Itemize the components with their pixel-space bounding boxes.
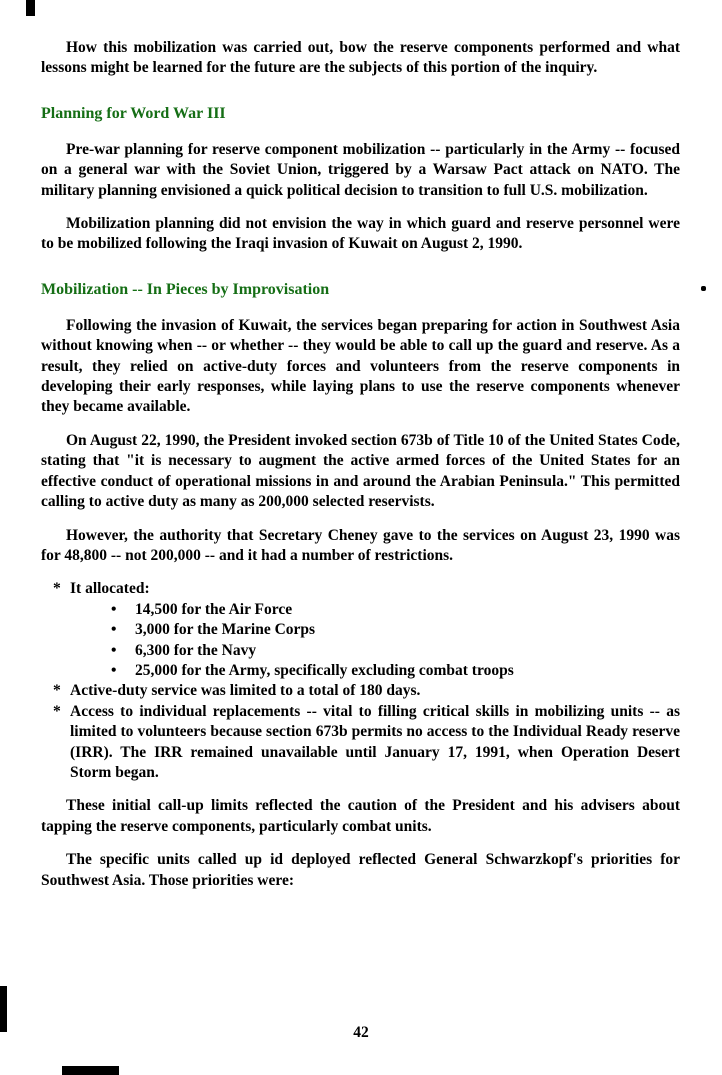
asterisk-bullet: * (53, 682, 61, 700)
dot-bullet: • (111, 621, 117, 639)
sub-list-item-text: 6,300 for the Navy (135, 641, 257, 659)
list-item-active-duty-limit (41, 681, 680, 701)
scan-artifact-bottom (62, 1066, 119, 1075)
sub-list-item-text: 25,000 for the Army, specifically excluding combat troops (135, 661, 514, 679)
sub-list-item-text: 3,000 for the Marine Corps (135, 621, 316, 639)
page-content (41, 38, 680, 904)
page-number: 42 (353, 1024, 369, 1041)
asterisk-bullet: * (53, 580, 61, 598)
paragraph-section-673b: On August 22, 1990, the President invoked section 673b of Title 10 of the United States Code, stating that "it is necessary to augment the active armed forces of the United States for an effective conduct of operational missions in and around the Arabian Peninsula." This permitted calling to active duty as many as 200,000 selected reservists. (41, 431, 680, 511)
paragraph-intro: How this mobilization was carried out, bow the reserve components performed and what lessons might be learned for the future are the subjects of this portion of the inquiry. (41, 39, 680, 77)
list-item-text: Access to individual replacements -- vital to filling critical skills in mobilizing units -- as limited to volunteers because section 673b permits no access to the Individual Ready reserve (IRR). The IRR remained unavailable until January 17, 1991, when Operation Desert Storm began. (70, 702, 680, 781)
sub-list-item-air-force (41, 600, 680, 620)
list-item-text: It allocated: (70, 580, 150, 598)
sub-list-item-text: 14,500 for the Air Force (135, 600, 293, 618)
dot-bullet: • (111, 641, 117, 659)
paragraph-schwarzkopf-priorities: The specific units called up id deployed reflected General Schwarzkopf's priorities for Southwest Asia. Those priorities were: (41, 851, 680, 889)
dot-bullet: • (111, 661, 117, 679)
paragraph-following-invasion: Following the invasion of Kuwait, the services began preparing for action in Southwest Asia without knowing when -- or whether -- they would be able to call up the guard and reserve. As a result, they relied on active-duty forces and volunteers from the reserve components in developing their early responses, while laying plans to use the reserve components whenever they became available. (41, 316, 680, 416)
scan-artifact-top (26, 0, 35, 16)
paragraph-cheney-authority: However, the authority that Secretary Cheney gave to the services on August 23, 1990 was for 48,800 -- not 200,000 -- and it had a number of restrictions. (41, 526, 680, 564)
asterisk-bullet: * (53, 702, 61, 720)
list-item-text: Active-duty service was limited to a total of 180 days. (70, 682, 421, 700)
dot-bullet: • (111, 600, 117, 618)
section-heading-mobilization: Mobilization -- In Pieces by Improvisation (41, 280, 330, 298)
section-heading-planning: Planning for Word War III (41, 104, 226, 122)
list-item-irr-access (41, 702, 680, 784)
paragraph-mobilization-planning: Mobilization planning did not envision the way in which guard and reserve personnel were to be mobilized following the Iraqi invasion of Kuwait on August 2, 1990. (41, 215, 680, 253)
sub-list-item-army (41, 661, 680, 681)
restrictions-list (41, 579, 680, 783)
sub-list-item-marine-corps (41, 620, 680, 640)
list-item-allocated (41, 579, 680, 599)
paragraph-callup-limits: These initial call-up limits reflected the caution of the President and his advisers about tapping the reserve components, particularly combat units. (41, 797, 680, 835)
scan-artifact-speck (701, 286, 706, 291)
sub-list-item-navy (41, 641, 680, 661)
paragraph-prewar-planning: Pre-war planning for reserve component mobilization -- particularly in the Army -- focused on a general war with the Soviet Union, triggered by a Warsaw Pact attack on NATO. The military planning envisioned a quick political decision to transition to full U.S. mobilization. (41, 140, 680, 199)
